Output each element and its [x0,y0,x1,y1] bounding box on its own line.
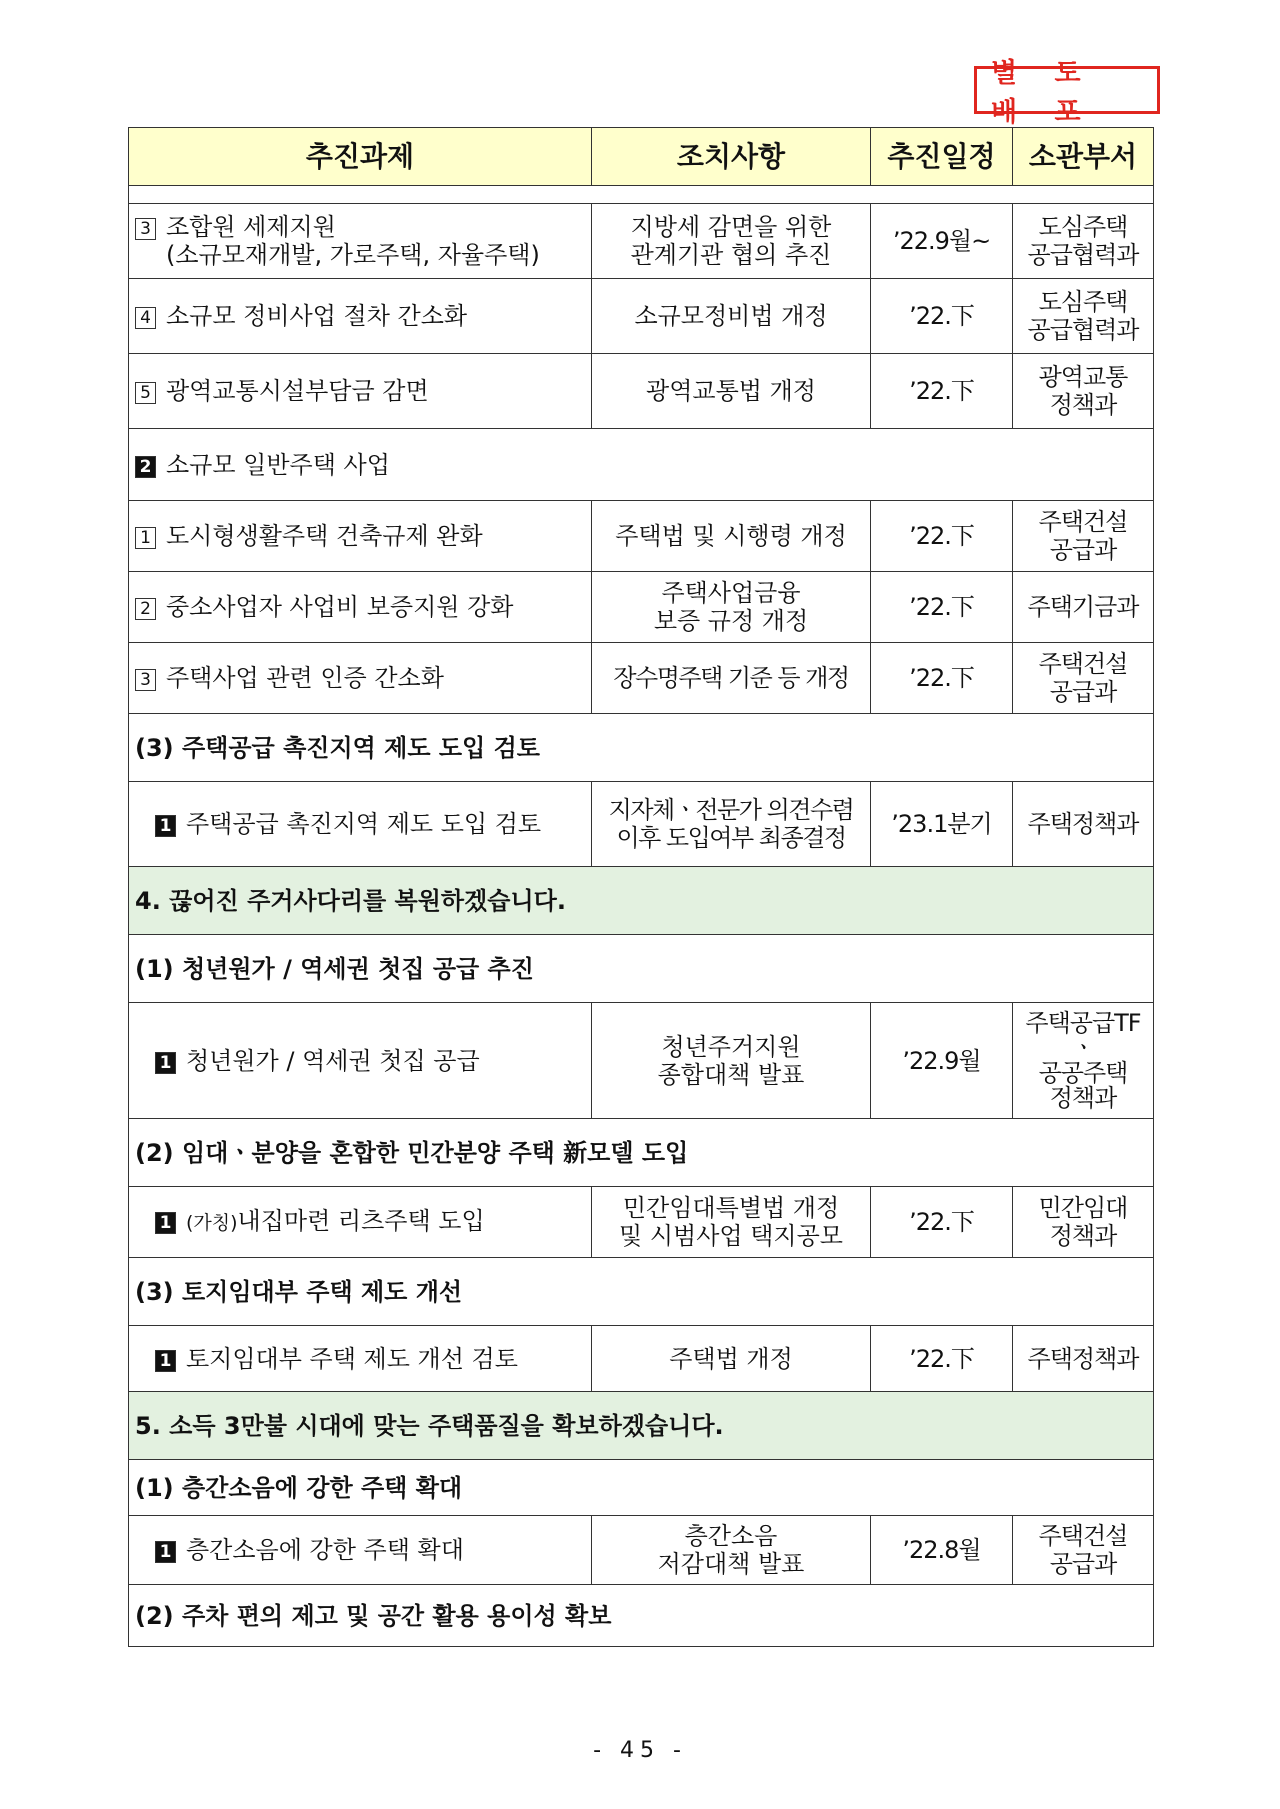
dept-cell: 주택정책과 [1013,1326,1154,1392]
item-number-box: 3 [135,669,156,691]
action-cell: 민간임대특별법 개정 및 시범사업 택지공모 [592,1187,871,1258]
task-cell [129,204,592,279]
header-dept: 소관부서 [1013,128,1154,186]
subheading: (3) 주택공급 촉진지역 제도 도입 검토 [129,714,1154,782]
task-text: 조합원 세제지원 [166,213,336,241]
schedule-cell: ’22.9월~ [871,204,1013,279]
category-row [129,429,1154,501]
dept-cell: 주택기금과 [1013,572,1154,643]
goal-heading: 4. 끊어진 주거사다리를 복원하겠습니다. [129,867,1154,935]
action-cell: 주택사업금융 보증 규정 개정 [592,572,871,643]
subheading-row [129,935,1154,1003]
subheading-row [129,1258,1154,1326]
schedule-cell: ’22.下 [871,501,1013,572]
dept-cell: 도심주택 공급협력과 [1013,279,1154,354]
goal-row [129,867,1154,935]
action-cell: 지자체ㆍ전문가 의견수렴 이후 도입여부 최종결정 [592,782,871,867]
distribution-stamp: 별 도 배 포 [974,66,1160,114]
table-row [129,1003,1154,1119]
table-row [129,204,1154,279]
header-action: 조치사항 [592,128,871,186]
subheading: (1) 층간소음에 강한 주택 확대 [129,1460,1154,1516]
schedule-cell: ’22.下 [871,1326,1013,1392]
table-header-row [129,128,1154,186]
page-number: - 45 - [593,1738,687,1763]
dept-cell: 주택정책과 [1013,782,1154,867]
schedule-cell: ’22.下 [871,1187,1013,1258]
action-cell: 소규모정비법 개정 [592,279,871,354]
action-cell: 주택법 및 시행령 개정 [592,501,871,572]
action-cell: 장수명주택 기준 등 개정 [592,643,871,714]
table-row [129,572,1154,643]
item-number-box: 1 [155,1212,176,1234]
schedule-cell: ’23.1분기 [871,782,1013,867]
dept-cell: 도심주택 공급협력과 [1013,204,1154,279]
table-row [129,501,1154,572]
table-row [129,1516,1154,1585]
dept-cell: 광역교통 정책과 [1013,354,1154,429]
table-row [129,643,1154,714]
dept-cell: 주택건설 공급과 [1013,1516,1154,1585]
header-task: 추진과제 [129,128,592,186]
dept-cell: 민간임대 정책과 [1013,1187,1154,1258]
subheading: (1) 청년원가 / 역세권 첫집 공급 추진 [129,935,1154,1003]
schedule-cell: ’22.下 [871,354,1013,429]
item-number-box: 1 [155,1052,176,1074]
subheading-row [129,1460,1154,1516]
task-cell: 1 토지임대부 주택 제도 개선 검토 [129,1326,592,1392]
category-cell: 2 소규모 일반주택 사업 [129,429,1154,501]
subheading-row [129,1585,1154,1647]
table-row [129,782,1154,867]
task-cell: 5 광역교통시설부담금 감면 [129,354,592,429]
action-cell: 광역교통법 개정 [592,354,871,429]
policy-table [128,127,1154,1647]
item-number-box: 3 [135,218,156,240]
subheading: (2) 임대ㆍ분양을 혼합한 민간분양 주택 新모델 도입 [129,1119,1154,1187]
task-cell: 1 도시형생활주택 건축규제 완화 [129,501,592,572]
task-cell: 2 중소사업자 사업비 보증지원 강화 [129,572,592,643]
task-cell: 1 (가칭)내집마련 리츠주택 도입 [129,1187,592,1258]
dept-cell: 주택공급TF ㆍ 공공주택 정책과 [1013,1003,1154,1119]
action-cell: 층간소음 저감대책 발표 [592,1516,871,1585]
item-number-box: 4 [135,307,156,329]
subheading-row [129,1119,1154,1187]
subheading: (3) 토지임대부 주택 제도 개선 [129,1258,1154,1326]
item-number-box: 1 [155,1350,176,1372]
table-row [129,1326,1154,1392]
schedule-cell: ’22.下 [871,572,1013,643]
action-cell: 지방세 감면을 위한 관계기관 협의 추진 [592,204,871,279]
table-row [129,1187,1154,1258]
item-number-box: 1 [155,815,176,837]
task-cell: 3 주택사업 관련 인증 간소화 [129,643,592,714]
item-number-box: 1 [135,527,156,549]
table-row [129,354,1154,429]
header-schedule: 추진일정 [871,128,1013,186]
schedule-cell: ’22.9월 [871,1003,1013,1119]
header-gap [129,186,1154,204]
category-number-box: 2 [135,456,156,478]
dept-cell: 주택건설 공급과 [1013,643,1154,714]
dept-cell: 주택건설 공급과 [1013,501,1154,572]
task-cell: 1 주택공급 촉진지역 제도 도입 검토 [129,782,592,867]
item-number-box: 5 [135,382,156,404]
schedule-cell: ’22.8월 [871,1516,1013,1585]
schedule-cell: ’22.下 [871,279,1013,354]
goal-row [129,1392,1154,1460]
task-cell: 1 청년원가 / 역세권 첫집 공급 [129,1003,592,1119]
item-number-box: 1 [155,1541,176,1563]
goal-heading: 5. 소득 3만불 시대에 맞는 주택품질을 확보하겠습니다. [129,1392,1154,1460]
subheading: (2) 주차 편의 제고 및 공간 활용 용이성 확보 [129,1585,1154,1647]
task-text-sub: (소규모재개발, 가로주택, 자율주택) [166,241,540,269]
action-cell: 주택법 개정 [592,1326,871,1392]
item-number-box: 2 [135,598,156,620]
schedule-cell: ’22.下 [871,643,1013,714]
table-row [129,279,1154,354]
task-cell: 1 층간소음에 강한 주택 확대 [129,1516,592,1585]
action-cell: 청년주거지원 종합대책 발표 [592,1003,871,1119]
subheading-row [129,714,1154,782]
task-cell: 4 소규모 정비사업 절차 간소화 [129,279,592,354]
